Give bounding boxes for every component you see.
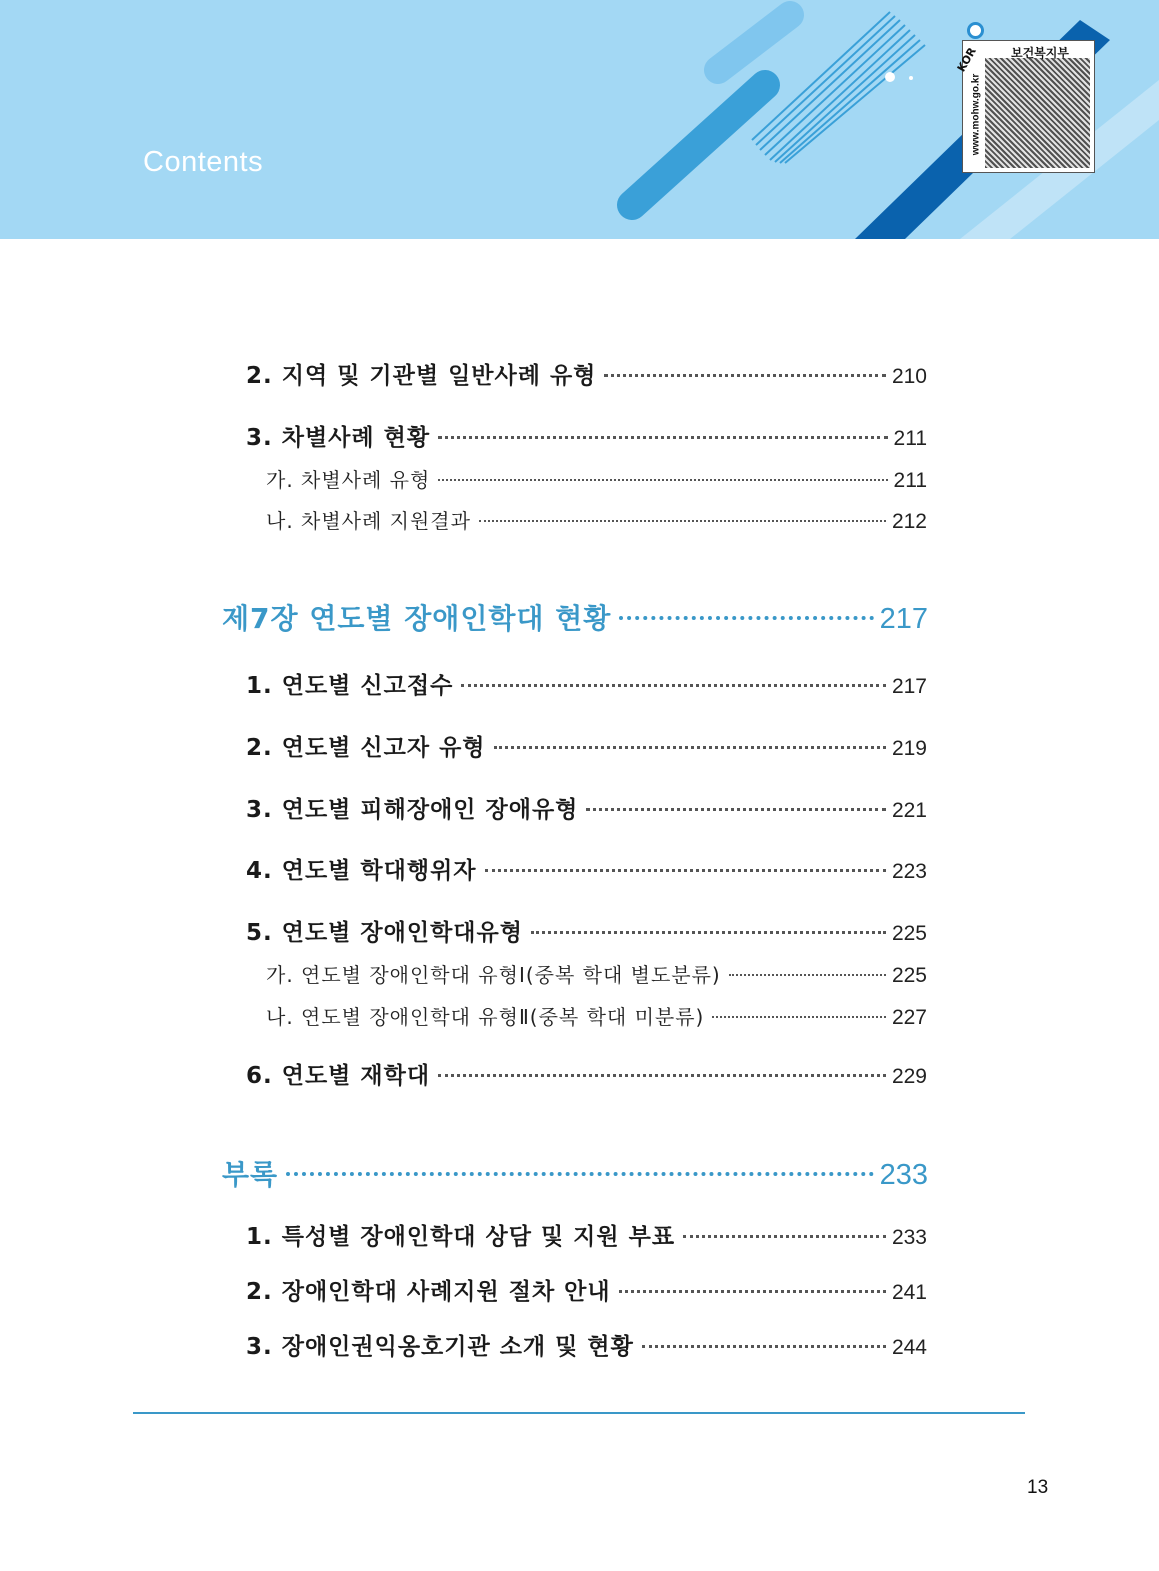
toc-entry[interactable] <box>246 914 927 947</box>
dot-leader <box>619 616 873 620</box>
toc-entry[interactable] <box>246 791 927 824</box>
toc-subentry[interactable] <box>266 1001 927 1030</box>
toc-entry-page: 227 <box>891 1006 927 1029</box>
ministry-label: 보건복지부 <box>1011 46 1069 60</box>
toc-entry-title: 5. 연도별 장애인학대유형 <box>246 920 523 946</box>
toc-entry-title: 나. 연도별 장애인학대 유형Ⅱ(중복 학대 미분류) <box>266 1005 705 1029</box>
toc-entry[interactable] <box>246 357 927 390</box>
toc-chapter[interactable] <box>222 1153 928 1193</box>
toc-entry-title: 2. 연도별 신고자 유형 <box>246 735 486 761</box>
ministry-badge <box>954 40 1095 173</box>
toc-entry-page: 241 <box>891 1281 927 1304</box>
dot-leader <box>729 974 886 976</box>
toc-entry-title: 4. 연도별 학대행위자 <box>246 858 477 884</box>
dot-leader <box>286 1172 874 1176</box>
kor-mark: KOR <box>954 45 979 75</box>
toc-entry[interactable] <box>246 1273 927 1306</box>
toc-chapter-page: 233 <box>879 1159 928 1191</box>
toc-entry-page: 233 <box>891 1226 927 1249</box>
toc-entry[interactable] <box>246 667 927 700</box>
dot-leader <box>438 436 887 439</box>
toc-entry[interactable] <box>246 1218 927 1251</box>
footer-divider <box>133 1412 1025 1414</box>
page-number: 13 <box>1027 1477 1049 1498</box>
toc-entry-title: 2. 지역 및 기관별 일반사례 유형 <box>246 363 597 389</box>
dot-leader <box>494 746 886 749</box>
toc-entry[interactable] <box>246 419 927 452</box>
dot-leader <box>438 1074 886 1077</box>
toc-subentry[interactable] <box>266 959 927 988</box>
dot-leader <box>479 520 886 522</box>
toc-entry-page: 212 <box>891 510 927 533</box>
toc-entry[interactable] <box>246 1328 927 1361</box>
toc-entry-title: 1. 특성별 장애인학대 상담 및 지원 부표 <box>246 1224 676 1250</box>
toc-entry-page: 211 <box>893 469 927 492</box>
toc-entry-title: 3. 차별사례 현황 <box>246 425 431 451</box>
dot-leader <box>712 1016 886 1018</box>
toc-entry-title: 1. 연도별 신고접수 <box>246 673 454 699</box>
toc-chapter[interactable] <box>222 597 928 637</box>
toc-entry-page: 225 <box>891 964 927 987</box>
page-title: Contents <box>143 146 264 178</box>
toc-entry-page: 211 <box>893 427 927 450</box>
toc-entry-page: 221 <box>891 799 927 822</box>
toc-subentry[interactable] <box>266 464 927 493</box>
toc-entry-title: 2. 장애인학대 사례지원 절차 안내 <box>246 1279 611 1305</box>
toc-entry-page: 244 <box>891 1336 927 1359</box>
dot-leader <box>531 931 886 934</box>
toc-entry-title: 가. 연도별 장애인학대 유형Ⅰ(중복 학대 별도분류) <box>266 963 721 987</box>
dot-leader <box>485 869 886 872</box>
toc-entry-page: 217 <box>891 675 927 698</box>
toc-chapter-title: 제7장 연도별 장애인학대 현황 <box>222 602 612 635</box>
toc-entry-page: 219 <box>891 737 927 760</box>
toc-entry[interactable] <box>246 852 927 885</box>
dot-leader <box>642 1345 886 1348</box>
ring-decoration <box>967 22 984 39</box>
toc-entry[interactable] <box>246 1057 927 1090</box>
toc-entry[interactable] <box>246 729 927 762</box>
toc-entry-title: 6. 연도별 재학대 <box>246 1063 431 1089</box>
ministry-url: www.mohw.go.kr <box>970 73 982 156</box>
toc-entry-page: 225 <box>891 922 927 945</box>
toc-entry-title: 나. 차별사례 지원결과 <box>266 509 471 533</box>
dot-leader <box>438 479 887 481</box>
dot-leader <box>461 684 886 687</box>
dot-leader <box>604 374 886 377</box>
toc-entry-page: 210 <box>891 365 927 388</box>
toc-subentry[interactable] <box>266 505 927 534</box>
toc-entry-title: 3. 연도별 피해장애인 장애유형 <box>246 797 579 823</box>
toc-chapter-page: 217 <box>879 603 928 635</box>
toc-entry-page: 229 <box>891 1065 927 1088</box>
dot-leader <box>683 1235 886 1238</box>
toc-entry-title: 3. 장애인권익옹호기관 소개 및 현황 <box>246 1334 634 1360</box>
toc-chapter-title: 부록 <box>222 1158 279 1191</box>
dot-leader <box>586 808 886 811</box>
dot-leader <box>619 1290 886 1293</box>
header-banner <box>0 0 1159 239</box>
toc-entry-title: 가. 차별사례 유형 <box>266 468 431 492</box>
qr-code <box>985 58 1090 168</box>
toc-entry-page: 223 <box>891 860 927 883</box>
